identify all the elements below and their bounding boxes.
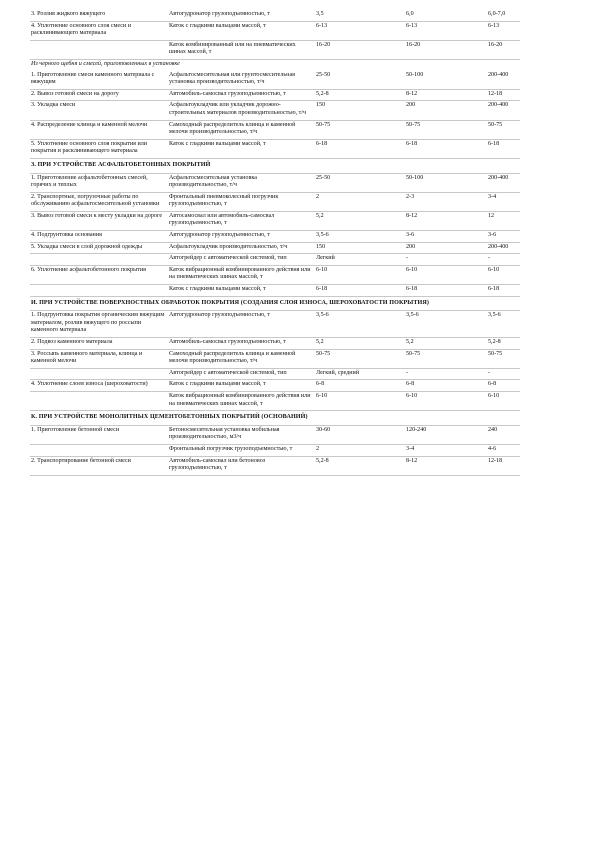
value-cell-1: 2	[315, 192, 405, 211]
table-row	[30, 211, 520, 230]
section-heading	[30, 296, 520, 311]
table-row	[30, 391, 520, 410]
value-cell-3: 6-10	[487, 391, 520, 410]
value-cell-2: 8-12	[405, 89, 487, 101]
table-row	[30, 368, 520, 380]
machinery-table	[30, 10, 520, 476]
value-cell-3: 3-4	[487, 192, 520, 211]
table-row	[30, 71, 520, 90]
section-title: И. ПРИ УСТРОЙСТВЕ ПОВЕРХНОСТНЫХ ОБРАБОТОК ПОКРЫТИЯ (СОЗДАНИЯ СЛОЯ ИЗНОСА, ШЕРОХОВАТОСТИ ПОКРЫТИЯ)	[30, 296, 520, 311]
machine-cell: Каток вибрационный комбинированного действия или на пневматических шинах массой, т	[168, 391, 315, 410]
value-cell-3: 12-18	[487, 89, 520, 101]
value-cell-3: 200-400	[487, 101, 520, 120]
operation-cell: 3. Россыпь каменного материала, клинца и каменной мелочи	[30, 349, 168, 368]
value-cell-2: 6,0	[405, 10, 487, 21]
value-cell-1: Легкий, средний	[315, 368, 405, 380]
value-cell-2: 6-18	[405, 285, 487, 297]
operation-cell: 1. Подгрунтовка покрытия органическим вяжущим материалом, розлив вяжущего по россыпи каменного материала	[30, 311, 168, 338]
value-cell-1: 3,5-6	[315, 311, 405, 338]
value-cell-1: 6-18	[315, 285, 405, 297]
operation-cell: 4. Распределение клинца и каменной мелочи	[30, 120, 168, 139]
operation-cell: 4. Уплотнение основного слоя смеси и расклинивающего материала	[30, 21, 168, 40]
table-row	[30, 139, 520, 158]
value-cell-1: 25-50	[315, 173, 405, 192]
value-cell-3: 16-20	[487, 40, 520, 59]
table-row	[30, 444, 520, 456]
value-cell-3: 6-18	[487, 139, 520, 158]
operation-cell: 2. Транспортирование бетонной смеси	[30, 456, 168, 475]
value-cell-1: 50-75	[315, 349, 405, 368]
operation-cell	[30, 254, 168, 266]
value-cell-1: 6-10	[315, 391, 405, 410]
table-row	[30, 101, 520, 120]
value-cell-2: -	[405, 254, 487, 266]
value-cell-2: 50-75	[405, 120, 487, 139]
value-cell-1: 150	[315, 242, 405, 254]
value-cell-2: 3-6	[405, 231, 487, 243]
machine-cell: Автомобиль-самосвал грузоподъемностью, т	[168, 89, 315, 101]
table-row	[30, 456, 520, 475]
operation-cell: 4. Подгрунтовка основания	[30, 231, 168, 243]
machine-cell: Автогрейдер с автоматической системой, тип	[168, 254, 315, 266]
value-cell-3: 5,2-8	[487, 338, 520, 350]
value-cell-3: 3,5-6	[487, 311, 520, 338]
machine-cell: Автогудронатор грузоподъемностью, т	[168, 231, 315, 243]
operation-cell: 3. Розлив жидкого вяжущего	[30, 10, 168, 21]
value-cell-1: 5,2	[315, 338, 405, 350]
value-cell-1: 3,5-6	[315, 231, 405, 243]
machine-cell: Самоходный распределитель клинца и каменной мелочи производительностью, т/ч	[168, 349, 315, 368]
machine-cell: Каток с гладкими вальцами массой, т	[168, 285, 315, 297]
machine-cell: Каток с гладкими вальцами массой, т	[168, 139, 315, 158]
table-row	[30, 89, 520, 101]
value-cell-2: 6-10	[405, 265, 487, 284]
operation-cell: 3. Вывоз готовой смеси к месту укладки на дороге	[30, 211, 168, 230]
machine-cell: Автогрейдер с автоматической системой, тип	[168, 368, 315, 380]
machine-cell: Асфальтосмесительная установка производительностью, т/ч	[168, 173, 315, 192]
table-row	[30, 425, 520, 444]
value-cell-2: 6-10	[405, 391, 487, 410]
section-heading	[30, 411, 520, 426]
value-cell-2: 6-18	[405, 139, 487, 158]
value-cell-1: 6-8	[315, 380, 405, 392]
section-title: К. ПРИ УСТРОЙСТВЕ МОНОЛИТНЫХ ЦЕМЕНТОБЕТОННЫХ ПОКРЫТИЙ (ОСНОВАНИЙ)	[30, 411, 520, 426]
table-row	[30, 231, 520, 243]
value-cell-1: 25-50	[315, 71, 405, 90]
operation-cell: 3. Укладка смеси	[30, 101, 168, 120]
value-cell-2: 8-12	[405, 456, 487, 475]
value-cell-1: 2	[315, 444, 405, 456]
value-cell-3: 240	[487, 425, 520, 444]
operation-cell: 4. Уплотнение слоев износа (шероховатости)	[30, 380, 168, 392]
table-row	[30, 242, 520, 254]
value-cell-1: 50-75	[315, 120, 405, 139]
machine-cell: Автосамосвал или автомобиль-самосвал грузоподъемностью, т	[168, 211, 315, 230]
table-row	[30, 10, 520, 21]
operation-cell: 6. Уплотнение асфальтобетонного покрытия	[30, 265, 168, 284]
table-row	[30, 173, 520, 192]
subsection-heading	[30, 59, 520, 70]
value-cell-1: 30-60	[315, 425, 405, 444]
value-cell-2: 200	[405, 242, 487, 254]
value-cell-1: 5,2-8	[315, 89, 405, 101]
machinery-table-body	[30, 10, 520, 475]
operation-cell: 5. Уплотнение основного слоя покрытия или покрытия и расклинивающего материала	[30, 139, 168, 158]
value-cell-1: 6-13	[315, 21, 405, 40]
value-cell-2: 50-100	[405, 71, 487, 90]
value-cell-3: 6,0-7,0	[487, 10, 520, 21]
value-cell-3: -	[487, 254, 520, 266]
machine-cell: Самоходный распределитель клинца и каменной мелочи производительностью, т/ч	[168, 120, 315, 139]
value-cell-3: 6-13	[487, 21, 520, 40]
machine-cell: Асфальтоукладчик или укладчик дорожно-строительных материалов производительностью, т/ч	[168, 101, 315, 120]
table-row	[30, 380, 520, 392]
value-cell-2: 3-4	[405, 444, 487, 456]
value-cell-1: 5,2	[315, 211, 405, 230]
operation-cell	[30, 444, 168, 456]
operation-cell	[30, 40, 168, 59]
value-cell-3: 12-18	[487, 456, 520, 475]
value-cell-2: 2-3	[405, 192, 487, 211]
machine-cell: Бетоносмесительная установка мобильная производительностью, м3/ч	[168, 425, 315, 444]
table-row	[30, 338, 520, 350]
section-heading	[30, 158, 520, 173]
operation-cell: 1. Приготовление смеси каменного материала с вяжущим	[30, 71, 168, 90]
value-cell-1: 150	[315, 101, 405, 120]
value-cell-2: 6-13	[405, 21, 487, 40]
table-row	[30, 265, 520, 284]
machine-cell: Автогудронатор грузоподъемностью, т	[168, 10, 315, 21]
machine-cell: Каток вибрационный комбинированного действия или на пневматических шинах массой, т	[168, 265, 315, 284]
value-cell-3: 6-10	[487, 265, 520, 284]
operation-cell: 2. Вывоз готовой смеси на дорогу	[30, 89, 168, 101]
value-cell-3: 50-75	[487, 349, 520, 368]
section-title: З. ПРИ УСТРОЙСТВЕ АСФАЛЬТОБЕТОННЫХ ПОКРЫТИЙ	[30, 158, 520, 173]
operation-cell	[30, 391, 168, 410]
table-row	[30, 311, 520, 338]
value-cell-2: 50-100	[405, 173, 487, 192]
value-cell-3: 200-400	[487, 173, 520, 192]
value-cell-1: Легкий	[315, 254, 405, 266]
machine-cell: Автомобиль-самосвал или бетоновоз грузоподъемностью, т	[168, 456, 315, 475]
operation-cell: 1. Приготовление асфальтобетонных смесей, горячих и теплых	[30, 173, 168, 192]
table-row	[30, 21, 520, 40]
document-page	[30, 10, 520, 476]
value-cell-3: -	[487, 368, 520, 380]
value-cell-3: 200-400	[487, 71, 520, 90]
value-cell-1: 5,2-8	[315, 456, 405, 475]
value-cell-2: 200	[405, 101, 487, 120]
value-cell-2: -	[405, 368, 487, 380]
machine-cell: Фронтальный пневмоколесный погрузчик грузоподъемностью, т	[168, 192, 315, 211]
machine-cell: Автомобиль-самосвал грузоподъемностью, т	[168, 338, 315, 350]
machine-cell: Асфальтосмесительная или грунтосмесительная установка производительностью, т/ч	[168, 71, 315, 90]
value-cell-2: 120-240	[405, 425, 487, 444]
value-cell-1: 3,5	[315, 10, 405, 21]
operation-cell: 5. Укладка смеси в слой дорожной одежды	[30, 242, 168, 254]
value-cell-3: 200-400	[487, 242, 520, 254]
value-cell-3: 4-6	[487, 444, 520, 456]
operation-cell	[30, 285, 168, 297]
table-row	[30, 285, 520, 297]
operation-cell: 2. Транспортные, погрузочные работы по обслуживанию асфальтосмесительной установки	[30, 192, 168, 211]
table-row	[30, 254, 520, 266]
value-cell-3: 6-8	[487, 380, 520, 392]
value-cell-2: 5,2	[405, 338, 487, 350]
value-cell-2: 3,5-6	[405, 311, 487, 338]
value-cell-3: 6-18	[487, 285, 520, 297]
table-row	[30, 120, 520, 139]
operation-cell	[30, 368, 168, 380]
operation-cell: 1. Приготовление бетонной смеси	[30, 425, 168, 444]
value-cell-3: 3-6	[487, 231, 520, 243]
value-cell-1: 6-10	[315, 265, 405, 284]
table-row	[30, 40, 520, 59]
machine-cell: Каток с гладкими вальцами массой, т	[168, 380, 315, 392]
machine-cell: Автогудронатор грузоподъемностью, т	[168, 311, 315, 338]
subsection-title: Из черного щебня и смесей, приготовленных в установке	[31, 60, 180, 67]
value-cell-3: 12	[487, 211, 520, 230]
value-cell-2: 50-75	[405, 349, 487, 368]
machine-cell: Асфальтоукладчик производительностью, т/ч	[168, 242, 315, 254]
machine-cell: Каток с гладкими вальцами массой, т	[168, 21, 315, 40]
machine-cell: Каток комбинированный или на пневматических шинах массой, т	[168, 40, 315, 59]
table-row	[30, 349, 520, 368]
value-cell-1: 6-18	[315, 139, 405, 158]
value-cell-2: 6-8	[405, 380, 487, 392]
value-cell-1: 16-20	[315, 40, 405, 59]
table-row	[30, 192, 520, 211]
value-cell-3: 50-75	[487, 120, 520, 139]
operation-cell: 2. Подвоз каменного материала	[30, 338, 168, 350]
machine-cell: Фронтальный погрузчик грузоподъемностью, т	[168, 444, 315, 456]
value-cell-2: 16-20	[405, 40, 487, 59]
value-cell-2: 8-12	[405, 211, 487, 230]
